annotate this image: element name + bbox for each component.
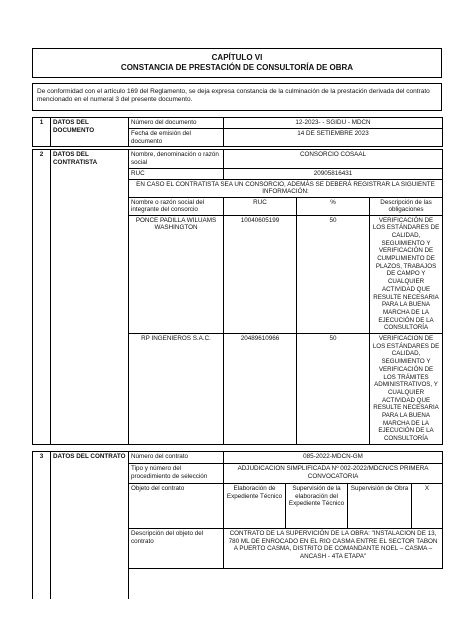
document-number-label: Número del documento	[129, 118, 224, 129]
object-label: Objeto del contrato	[129, 484, 224, 529]
member-obligations: VERIFICACIÓN DE LOS ESTÁNDARES DE CALIDAD, SEGUIMIENTO Y VERIFICACIÓN DE CUMPLIMIENTO DE PLAZOS, TRABAJOS DE CAMPO Y CUALQUIER ACTIVIDAD QUE RESULTE NECESARIA PARA LA BUENA MARCHA DE LA EJECUCIÓN DE LA CONSULTORÍA	[370, 215, 443, 334]
object-option-technical-file-supervision: Supervisión de la elaboración del Expediente Técnico	[286, 484, 348, 529]
member-name: RP INGENIEROS S.A.C.	[129, 334, 224, 445]
section-title: DATOS DEL DOCUMENTO	[51, 118, 129, 147]
member-name-header: Nombre o razón social del integrante del consorcio	[129, 197, 224, 215]
contractor-name-label: Nombre, denominación o razón social	[129, 150, 224, 169]
section-title: DATOS DEL CONTRATISTA	[51, 150, 129, 445]
description-label: Descripción del objeto del contrato	[129, 529, 224, 569]
section-title: DATOS DEL CONTRATO	[51, 452, 129, 599]
contractor-name-value: CONSORCIO COSAAL	[224, 150, 443, 169]
section-contractor-data	[32, 149, 443, 445]
section-number: 3	[33, 452, 51, 599]
intro-paragraph: De conformidad con el artículo 169 del Reglamento, se deja expresa constancia de la culminación de la prestación derivada del contrato mencionado en el numeral 3 del presente documento.	[32, 83, 442, 111]
member-pct: 50	[297, 215, 370, 334]
chapter-title: CAPÍTULO VI	[211, 53, 263, 62]
contract-number-label: Número del contrato	[129, 452, 224, 464]
section-contract-data	[32, 451, 443, 599]
procedure-label: Tipo y número del procedimiento de selección	[129, 464, 224, 484]
contract-number-value: 085-2022-MDCN-GM	[224, 452, 443, 464]
member-obligations: VERIFICACION DE LOS ESTÁNDARES DE CALIDAD, SEGUIMIENTO Y VERIFICACIÓN DE LOS TRÁMITES ADMINISTRATIVOS, Y CUALQUIER ACTIVIDAD QUE RESULTE NECESARIA PARA LA BUENA MARCHA DE LA EJECUCIÓN DE LA CONSULTORÍA	[370, 334, 443, 445]
document-number-value: 12-2023- - SGIDU - MDCN	[224, 118, 443, 129]
object-option-technical-file: Elaboración de Expediente Técnico	[224, 484, 286, 529]
issue-date-value: 14 DE SETIEMBRE 2023	[224, 129, 443, 147]
member-ruc-header: RUC	[224, 197, 297, 215]
issue-date-label: Fecha de emisión del documento	[129, 129, 224, 147]
section-document-data	[32, 117, 443, 147]
procedure-value: ADJUDICACION SIMPLIFICADA Nº 002-2022/MDCN/CS PRIMERA CONVOCATORIA	[224, 464, 443, 484]
consortium-note: EN CASO EL CONTRATISTA SEA UN CONSORCIO, ADEMÁS SE DEBERÁ REGISTRAR LA SIGUIENTE INFORMACIÓN:	[129, 179, 443, 197]
member-ruc: 20489610966	[224, 334, 297, 445]
object-selected-mark: X	[412, 484, 443, 529]
blank-space	[129, 569, 443, 599]
member-ruc: 10040605199	[224, 215, 297, 334]
section-number: 2	[33, 150, 51, 445]
object-option-work-supervision: Supervisión de Obra	[348, 484, 412, 529]
member-name: PONCE PADILLA WILUAMS WASHINGTON	[129, 215, 224, 334]
ruc-label: RUC	[129, 169, 224, 180]
member-pct-header: %	[297, 197, 370, 215]
document-header	[32, 48, 442, 78]
section-number: 1	[33, 118, 51, 147]
description-value: CONTRATO DE LA SUPERVICIÓN DE LA OBRA: "INSTALACION DE 13, 780 ML DE ENROCADO EN EL RIO CASMA ENTRE EL SECTOR TABON A PUERTO CASMA, DISTRITO DE COMANDANTE NOEL – CASMA – ANCASH - 4TA ETAPA"	[224, 529, 443, 569]
member-pct: 50	[297, 334, 370, 445]
ruc-value: 20905816431	[224, 169, 443, 180]
document-title: CONSTANCIA DE PRESTACIÓN DE CONSULTORÍA DE OBRA	[120, 63, 354, 72]
member-obligations-header: Descripción de las obligaciones	[370, 197, 443, 215]
